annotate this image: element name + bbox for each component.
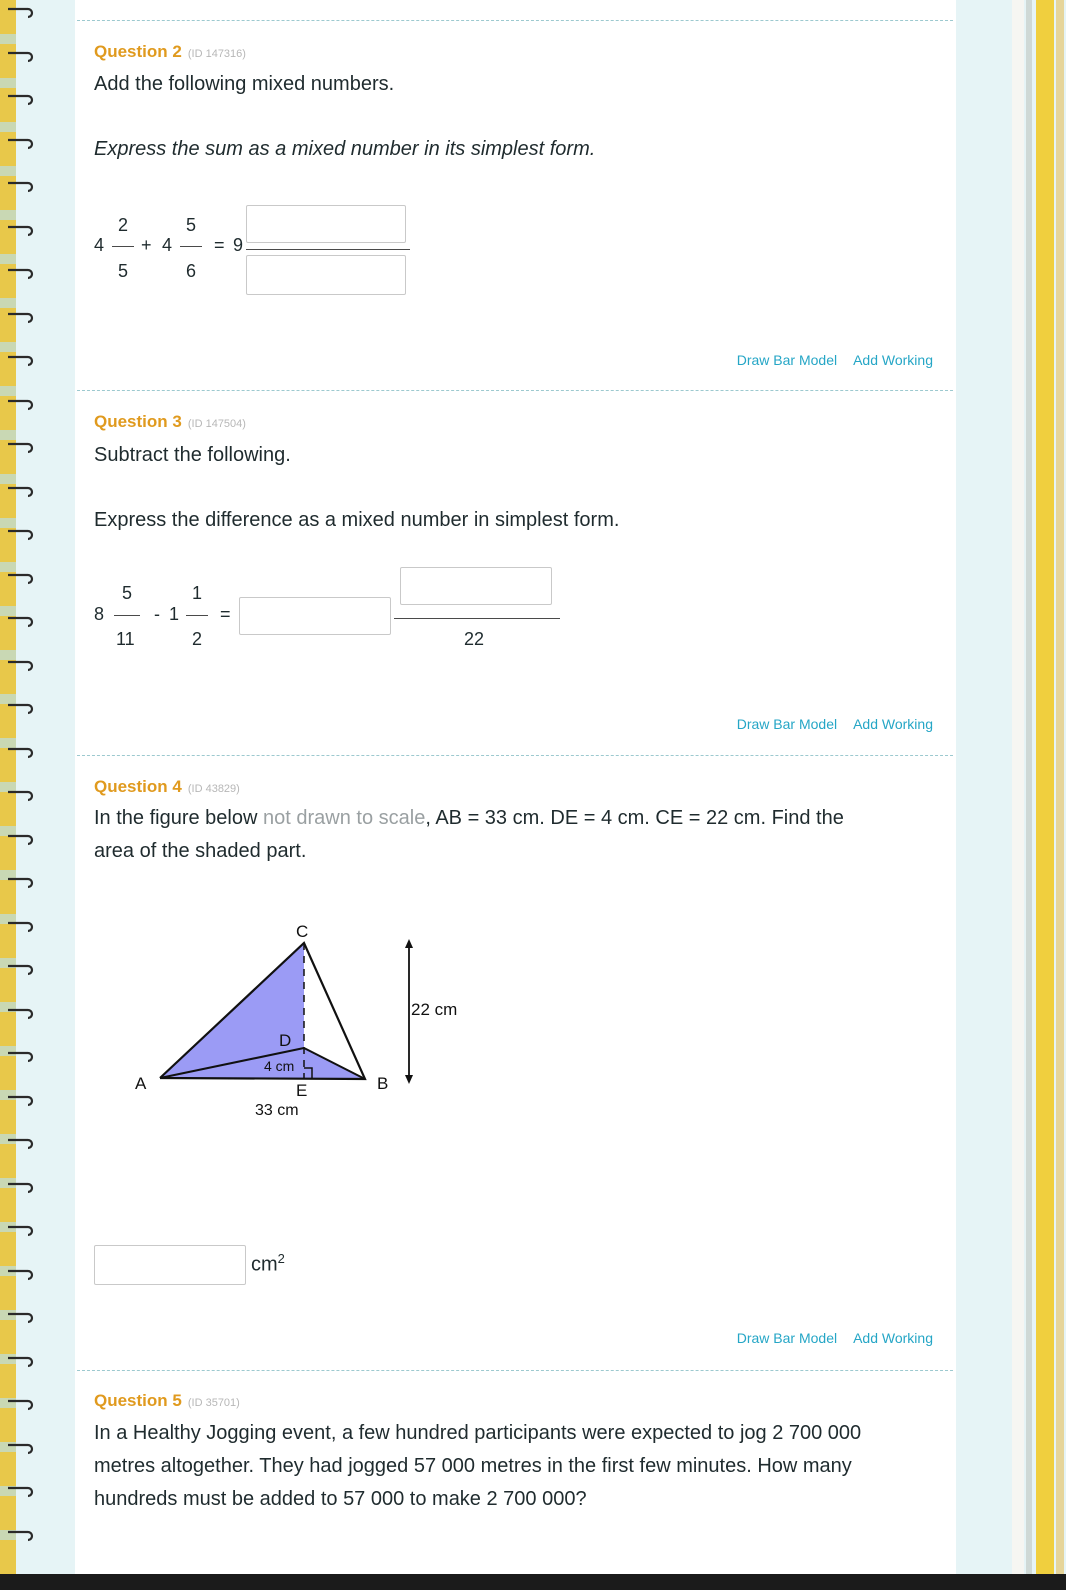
binding-ring-icon [8, 1267, 36, 1281]
question-text-line1: In a Healthy Jogging event, a few hundred participants were expected to jog 2 700 000 [94, 1422, 862, 1444]
label-e: E [296, 1081, 308, 1100]
binding-ring-icon [8, 1223, 36, 1237]
binding-ring-icon [8, 49, 36, 63]
binding-ring-icon [8, 179, 36, 193]
numerator-input[interactable] [246, 205, 406, 243]
question-title: Question 2 (ID 147316) [94, 42, 246, 61]
whole-b: 4 [162, 235, 173, 255]
binding-ring-icon [8, 745, 36, 759]
binding-ring-icon [8, 1441, 36, 1455]
numerator-b: 5 [186, 215, 197, 235]
notebook-spine [0, 0, 75, 1574]
question-instruction: Express the sum as a mixed number in its simplest form. [94, 138, 596, 160]
binding-ring-icon [8, 701, 36, 715]
triangle-figure [115, 915, 495, 1145]
question-id: (ID 35701) [187, 1397, 240, 1409]
question-instruction: Express the difference as a mixed number in simplest form. [94, 509, 620, 531]
difference-expression [94, 573, 574, 658]
denominator-a: 5 [118, 261, 129, 281]
binding-ring-icon [8, 1136, 36, 1150]
binding-ring-icon [8, 962, 36, 976]
whole-a: 4 [94, 235, 105, 255]
add-working-link[interactable]: Add Working [853, 352, 933, 368]
binding-ring-icon [8, 266, 36, 280]
bottom-bar [0, 1574, 1066, 1590]
denominator-b: 2 [192, 629, 203, 649]
question-id: (ID 147316) [187, 48, 246, 60]
question-prompt: Subtract the following. [94, 444, 291, 466]
question-prompt: In the figure below not drawn to scale, AB = 33 cm. DE = 4 cm. CE = 22 cm. Find the [94, 807, 844, 829]
question-prompt: Add the following mixed numbers. [94, 73, 395, 95]
numerator-a: 5 [122, 583, 133, 603]
binding-ring-icon [8, 1049, 36, 1063]
area-answer-input[interactable] [94, 1245, 246, 1285]
arrow-up [405, 939, 413, 948]
numerator-a: 2 [118, 215, 129, 235]
edge-stripe [1012, 0, 1024, 1574]
binding-ring-icon [8, 1180, 36, 1194]
question-2 [85, 0, 955, 390]
add-working-link[interactable]: Add Working [853, 1330, 933, 1346]
binding-ring-icon [8, 223, 36, 237]
denominator-a: 11 [116, 629, 135, 649]
question-title: Question 4 (ID 43829) [94, 777, 240, 796]
binding-ring-icon [8, 1484, 36, 1498]
equals-sign: = [220, 604, 231, 624]
answer-whole: 9 [233, 235, 244, 255]
denominator-b: 6 [186, 261, 197, 281]
question-id: (ID 43829) [187, 783, 240, 795]
binding-ring-icon [8, 1006, 36, 1020]
binding-ring-icon [8, 5, 36, 19]
binding-ring-icon [8, 136, 36, 150]
label-ab: 33 cm [255, 1102, 299, 1119]
numerator-input[interactable] [400, 567, 552, 605]
label-b: B [377, 1074, 389, 1093]
binding-ring-icon [8, 440, 36, 454]
divider [77, 755, 953, 756]
add-working-link[interactable]: Add Working [853, 716, 933, 732]
label-d: D [279, 1031, 292, 1050]
draw-bar-model-link[interactable]: Draw Bar Model [736, 352, 838, 368]
equals-sign: = [214, 235, 225, 255]
question-actions [721, 1330, 933, 1346]
fraction-bar [112, 246, 134, 247]
binding-ring-icon [8, 92, 36, 106]
label-a: A [135, 1074, 147, 1093]
divider [77, 20, 953, 21]
edge-stripe [1056, 0, 1064, 1574]
edge-stripe [1026, 0, 1032, 1574]
binding-ring-icon [8, 614, 36, 628]
binding-ring-icon [8, 1354, 36, 1368]
minus-sign: - [154, 604, 160, 624]
binding-ring-icon [8, 658, 36, 672]
question-actions [721, 716, 933, 732]
binding-ring-icon [8, 571, 36, 585]
question-actions [721, 352, 933, 368]
label-ce: 22 cm [411, 1000, 458, 1019]
area-unit: $cm^2$ [251, 1251, 285, 1276]
fraction-bar [180, 246, 202, 247]
binding-ring-icon [8, 310, 36, 324]
binding-ring-icon [8, 527, 36, 541]
whole-a: 8 [94, 604, 105, 624]
binding-ring-icon [8, 353, 36, 367]
question-prompt-line2: area of the shaded part. [94, 840, 307, 862]
not-to-scale-note: not drawn to scale [263, 807, 426, 829]
arrow-down [405, 1075, 413, 1084]
denominator-input[interactable] [246, 255, 406, 295]
question-3 [85, 390, 955, 755]
label-de: 4 cm [264, 1058, 295, 1074]
question-4 [85, 755, 955, 1370]
label-c: C [296, 922, 309, 941]
answer-denominator: 22 [464, 629, 485, 649]
plus-sign: + [141, 235, 152, 255]
draw-bar-model-link[interactable]: Draw Bar Model [736, 1330, 838, 1346]
binding-ring-icon [8, 484, 36, 498]
binding-ring-icon [8, 875, 36, 889]
fraction-bar [246, 249, 410, 250]
question-text-line2: metres altogether. They had jogged 57 000 metres in the first few minutes. How many [94, 1455, 852, 1477]
binding-ring-icon [8, 1528, 36, 1542]
divider [77, 390, 953, 391]
edge-stripe [1036, 0, 1054, 1574]
question-title: Question 3 (ID 147504) [94, 412, 246, 431]
sum-expression [94, 205, 494, 300]
fraction-bar [186, 615, 208, 616]
fraction-bar [114, 615, 140, 616]
question-id: (ID 147504) [187, 418, 246, 430]
binding-ring-icon [8, 1093, 36, 1107]
question-title: Question 5 (ID 35701) [94, 1391, 240, 1410]
binding-ring-icon [8, 788, 36, 802]
binding-ring-icon [8, 919, 36, 933]
divider [77, 1370, 953, 1371]
question-text-line3: hundreds must be added to 57 000 to make 2 700 000? [94, 1488, 587, 1510]
binding-ring-icon [8, 397, 36, 411]
binding-ring-icon [8, 832, 36, 846]
notebook-right-edge [956, 0, 1066, 1574]
binding-ring-icon [8, 1310, 36, 1324]
draw-bar-model-link[interactable]: Draw Bar Model [736, 716, 838, 732]
worksheet-paper [75, 0, 965, 1574]
binding-ring-icon [8, 1397, 36, 1411]
question-5 [85, 1370, 955, 1574]
whole-b: 1 [169, 604, 180, 624]
numerator-b: 1 [192, 583, 203, 603]
whole-input[interactable] [239, 597, 391, 635]
fraction-bar [394, 618, 560, 619]
